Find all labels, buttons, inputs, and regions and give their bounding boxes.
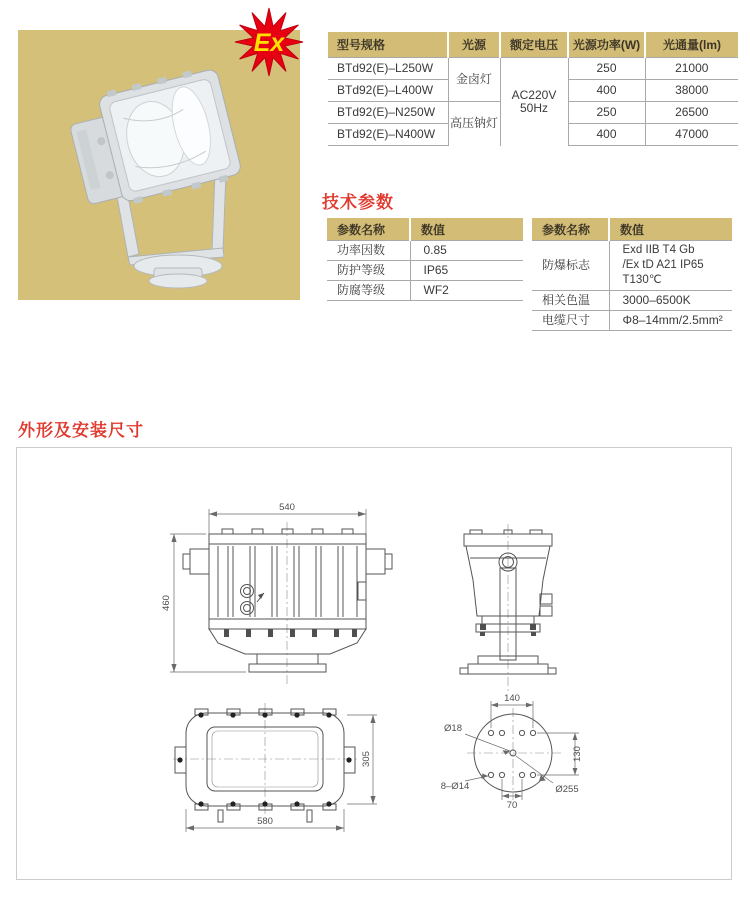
power-cell: 400 <box>568 80 645 102</box>
param-name: 电缆尺寸 <box>532 311 609 331</box>
param-value-header: 数值 <box>410 218 523 241</box>
dim-70: 70 <box>506 800 518 811</box>
side-view-drawing <box>456 506 586 696</box>
dim-460: 460 <box>161 595 172 611</box>
front-view-drawing <box>171 701 386 841</box>
param-name-header: 参数名称 <box>327 218 410 241</box>
power-cell: 250 <box>568 58 645 80</box>
param-name: 防爆标志 <box>532 241 609 291</box>
param-value: Φ8–14mm/2.5mm² <box>609 311 732 331</box>
spec-row <box>328 58 738 80</box>
explosion-mark-line: T130℃ <box>622 274 662 286</box>
param-name-header: 参数名称 <box>532 218 609 241</box>
tech-params-title: 技术参数 <box>322 193 394 212</box>
explosion-mark-line: Exd IIB T4 Gb <box>622 244 695 256</box>
source-cell: 金卤灯 <box>448 58 500 102</box>
col-model: 型号规格 <box>328 32 448 58</box>
tech-params-left-table-wrap <box>327 218 523 301</box>
dimension-drawings-box <box>16 447 732 880</box>
param-name: 防腐等级 <box>327 281 410 301</box>
param-name: 相关色温 <box>532 291 609 311</box>
spec-table <box>328 32 738 146</box>
dim-140: 140 <box>504 693 520 704</box>
dim-540: 540 <box>279 502 295 513</box>
param-value: 3000–6500K <box>609 291 732 311</box>
model-cell: BTd92(E)–N400W <box>328 124 448 146</box>
dim-305: 305 <box>361 751 372 767</box>
tech-params-right-table-wrap <box>532 218 732 331</box>
explosion-mark-line: /Ex tD A21 IP65 <box>622 259 704 271</box>
dim-580: 580 <box>257 816 273 827</box>
mounting-base-drawing <box>441 686 621 816</box>
voltage-cell <box>500 58 568 146</box>
flux-cell: 47000 <box>645 124 738 146</box>
power-cell: 250 <box>568 102 645 124</box>
param-row <box>532 311 732 331</box>
flux-cell: 21000 <box>645 58 738 80</box>
dim-8-phi14: 8–Ø14 <box>441 781 470 792</box>
param-row <box>327 241 523 261</box>
model-cell: BTd92(E)–L400W <box>328 80 448 102</box>
tech-params-left-table <box>327 218 523 301</box>
param-row <box>327 281 523 301</box>
source-cell: 高压钠灯 <box>448 102 500 146</box>
ex-explosion-proof-icon <box>232 5 306 81</box>
flux-cell: 26500 <box>645 102 738 124</box>
dim-phi18: Ø18 <box>444 723 462 734</box>
dim-phi255: Ø255 <box>555 784 579 795</box>
param-name: 防护等级 <box>327 261 410 281</box>
param-row <box>532 291 732 311</box>
voltage-line2: 50Hz <box>519 100 548 115</box>
model-cell: BTd92(E)–L250W <box>328 58 448 80</box>
ex-label: Ex <box>253 29 285 57</box>
param-name: 功率因数 <box>327 241 410 261</box>
rear-view-drawing <box>154 486 404 696</box>
flux-cell: 38000 <box>645 80 738 102</box>
col-source: 光源 <box>448 32 500 58</box>
spec-header-row <box>328 32 738 58</box>
tech-params-right-table <box>532 218 732 331</box>
voltage-line1: AC220V <box>511 87 557 102</box>
param-value <box>609 241 732 291</box>
param-value: IP65 <box>410 261 523 281</box>
param-row <box>327 261 523 281</box>
param-row <box>532 241 732 291</box>
dim-130: 130 <box>572 746 583 762</box>
model-cell: BTd92(E)–N250W <box>328 102 448 124</box>
col-flux: 光通量(lm) <box>645 32 738 58</box>
param-value-header: 数值 <box>609 218 732 241</box>
param-value: 0.85 <box>410 241 523 261</box>
param-value: WF2 <box>410 281 523 301</box>
dimensions-title: 外形及安装尺寸 <box>18 421 144 440</box>
col-voltage: 额定电压 <box>500 32 568 58</box>
power-cell: 400 <box>568 124 645 146</box>
col-power: 光源功率(W) <box>568 32 645 58</box>
spec-table-wrap <box>328 32 738 146</box>
